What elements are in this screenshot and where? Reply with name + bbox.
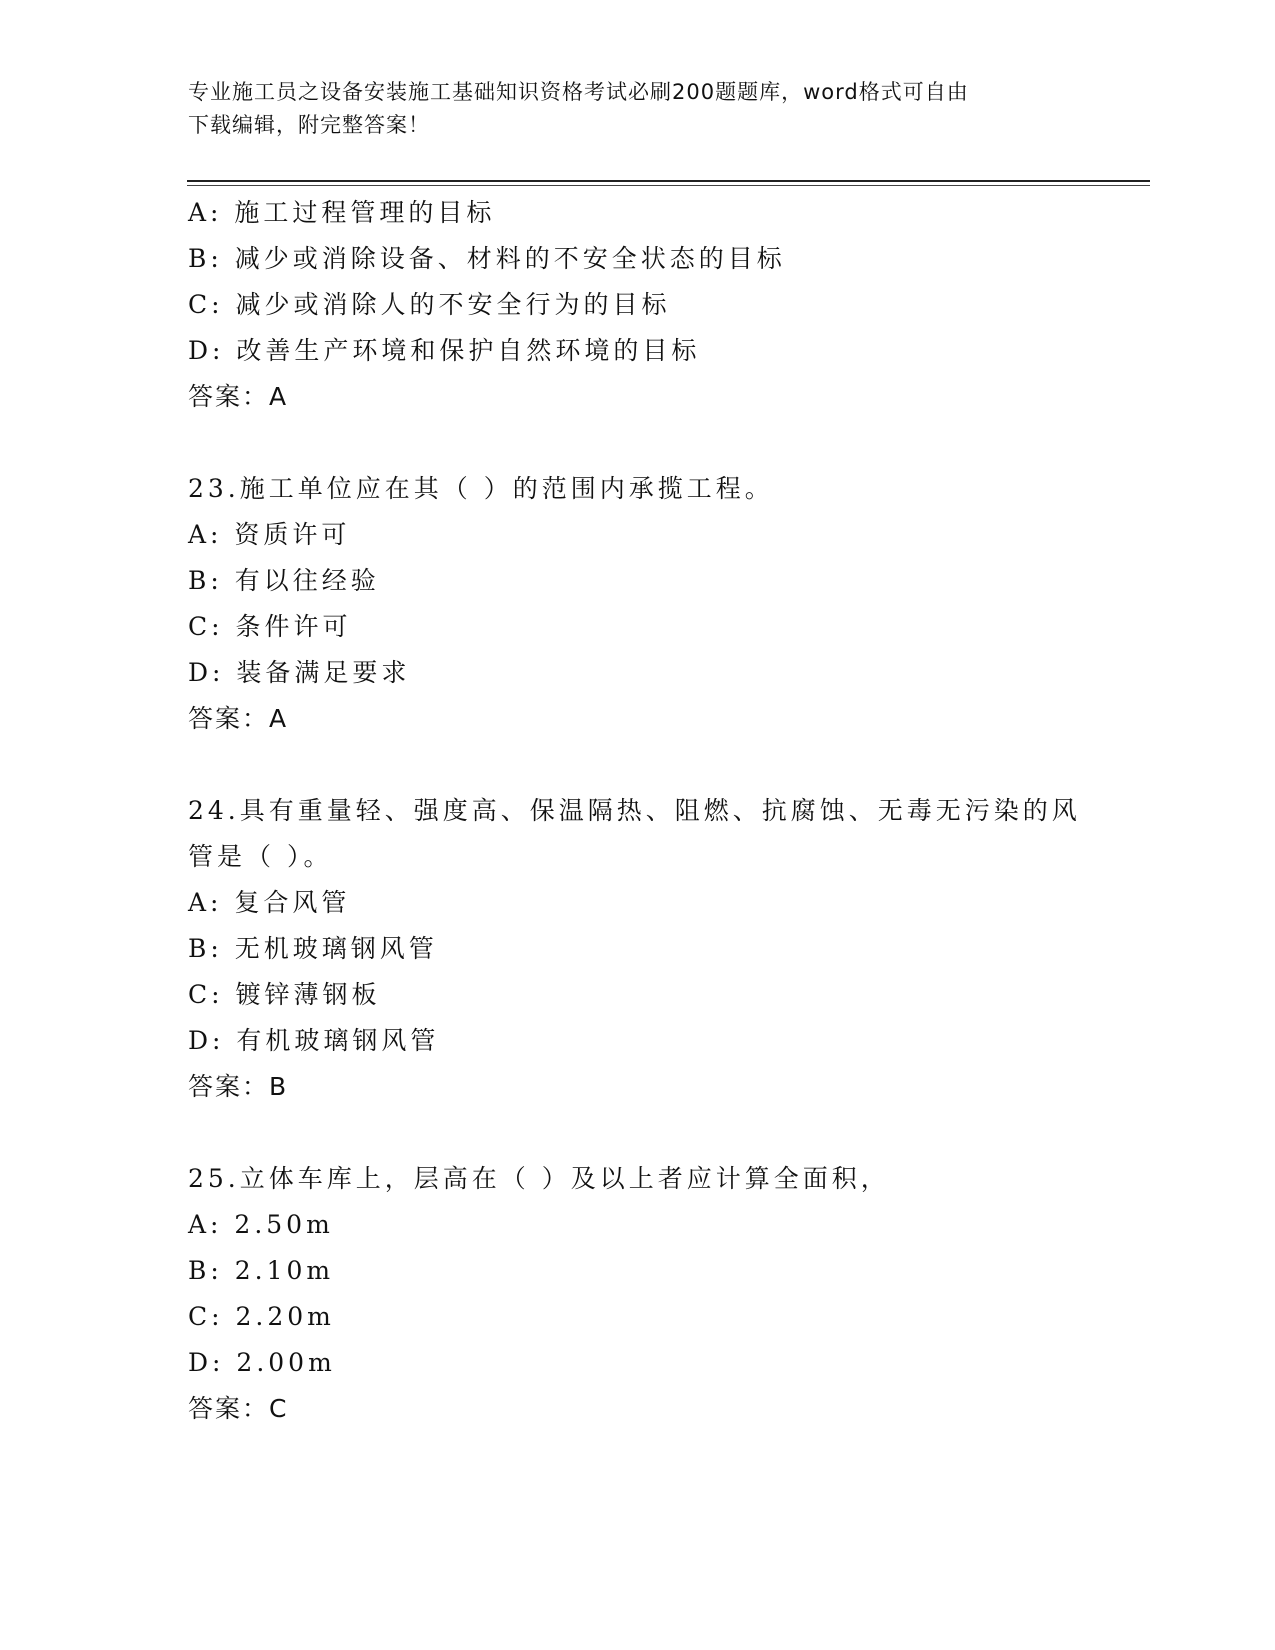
answer-line: 答案：A — [188, 382, 289, 411]
header-divider-thick — [187, 180, 1150, 182]
option-d: D: 2.00m — [188, 1348, 336, 1377]
option-d: D: 改善生产环境和保护自然环境的目标 — [188, 336, 701, 365]
option-a: A: 资质许可 — [188, 520, 351, 549]
option-c: C: 2.20m — [188, 1302, 335, 1331]
question-text-line-2: 管是（ ）。 — [188, 842, 333, 871]
header-divider-thin — [187, 185, 1150, 186]
answer-line: 答案：A — [188, 704, 289, 733]
answer-line: 答案：B — [188, 1072, 289, 1101]
question-block-25 — [188, 1156, 1098, 1432]
option-d: D: 有机玻璃钢风管 — [188, 1026, 440, 1055]
question-text-line-1: 24.具有重量轻、强度高、保温隔热、阻燃、抗腐蚀、无毒无污染的风 — [188, 796, 1081, 825]
option-a: A: 复合风管 — [188, 888, 351, 917]
question-block-22 — [188, 190, 1098, 420]
option-d: D: 装备满足要求 — [188, 658, 411, 687]
option-c: C: 镀锌薄钢板 — [188, 980, 381, 1009]
header-line-2: 下载编辑，附完整答案！ — [188, 113, 430, 137]
option-c: C: 条件许可 — [188, 612, 352, 641]
spacer — [188, 742, 1098, 788]
option-c: C: 减少或消除人的不安全行为的目标 — [188, 290, 671, 319]
option-b: B: 有以往经验 — [188, 566, 380, 595]
question-text: 23.施工单位应在其（ ）的范围内承揽工程。 — [188, 474, 774, 503]
answer-line: 答案：C — [188, 1394, 289, 1423]
option-b: B: 无机玻璃钢风管 — [188, 934, 438, 963]
document-body — [188, 190, 1098, 1432]
option-b: B: 减少或消除设备、材料的不安全状态的目标 — [188, 244, 786, 273]
option-a: A: 施工过程管理的目标 — [188, 198, 496, 227]
header-line-1: 专业施工员之设备安装施工基础知识资格考试必刷200题题库，word格式可自由 — [188, 80, 969, 104]
spacer — [188, 1110, 1098, 1156]
option-b: B: 2.10m — [188, 1256, 335, 1285]
question-text: 25.立体车库上，层高在（ ）及以上者应计算全面积， — [188, 1164, 890, 1193]
document-header — [188, 76, 1088, 142]
option-a: A: 2.50m — [188, 1210, 334, 1239]
spacer — [188, 420, 1098, 466]
question-block-23 — [188, 466, 1098, 742]
question-block-24 — [188, 788, 1098, 1110]
